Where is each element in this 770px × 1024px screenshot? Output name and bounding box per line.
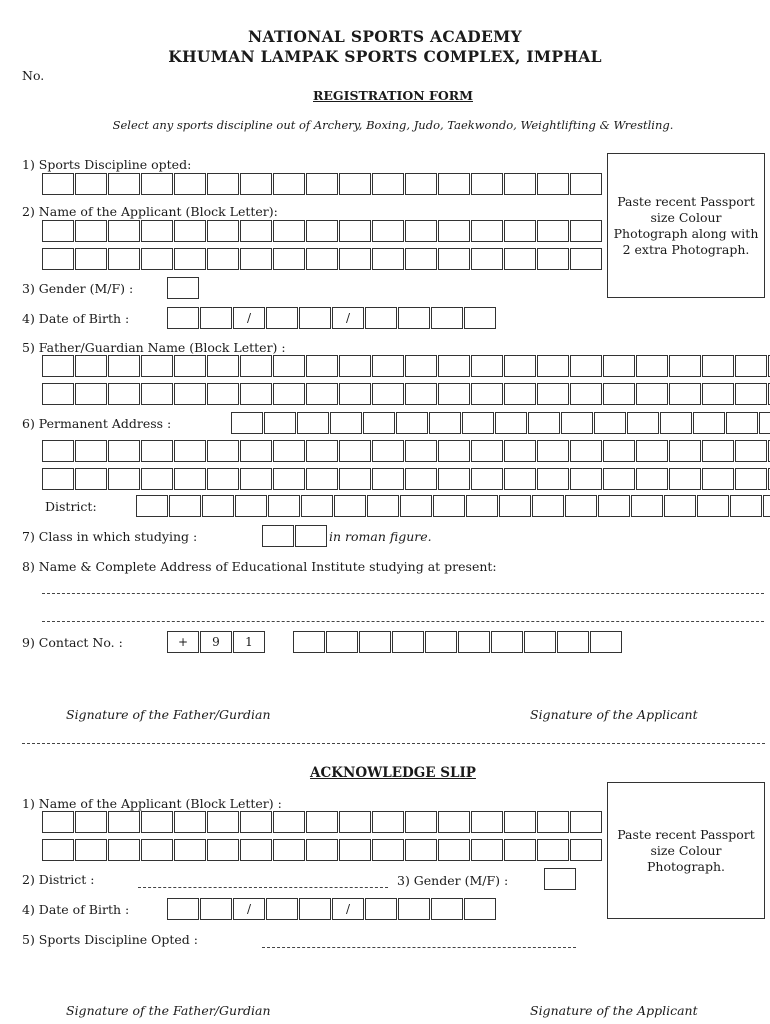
letter-box[interactable] <box>273 811 305 833</box>
letter-box[interactable] <box>372 248 404 270</box>
guardian-name-label: 5) Father/Guardian Name (Block Letter) : <box>22 340 286 355</box>
letter-box[interactable] <box>462 412 494 434</box>
letter-box[interactable] <box>405 248 437 270</box>
letter-box[interactable] <box>42 220 74 242</box>
letter-box[interactable] <box>141 839 173 861</box>
slip-dob-label: 4) Date of Birth : <box>22 902 130 917</box>
letter-box[interactable] <box>42 811 74 833</box>
letter-box[interactable] <box>702 440 734 462</box>
contact-prefix-box: 1 <box>233 631 265 653</box>
letter-box[interactable] <box>141 220 173 242</box>
letter-box[interactable] <box>537 383 569 405</box>
letter-box[interactable] <box>528 412 560 434</box>
applicant-name-boxes-row1[interactable] <box>42 220 603 242</box>
letter-box[interactable] <box>431 898 463 920</box>
letter-box[interactable] <box>537 811 569 833</box>
date-separator: / <box>332 898 364 920</box>
letter-box[interactable] <box>504 468 536 490</box>
letter-box[interactable] <box>372 355 404 377</box>
letter-box[interactable] <box>339 839 371 861</box>
letter-box[interactable] <box>570 173 602 195</box>
letter-box[interactable] <box>174 468 206 490</box>
letter-box[interactable] <box>471 839 503 861</box>
district-label: District: <box>45 499 97 514</box>
letter-box[interactable] <box>524 631 556 653</box>
photo-box: Paste recent Passport size Colour Photograph along with 2 extra Photograph. <box>607 153 765 298</box>
letter-box[interactable] <box>636 355 668 377</box>
letter-box[interactable] <box>108 468 140 490</box>
letter-box[interactable] <box>141 248 173 270</box>
slip-sports-discipline-label: 5) Sports Discipline Opted : <box>22 932 198 947</box>
letter-box[interactable] <box>669 440 701 462</box>
letter-box[interactable] <box>537 173 569 195</box>
sports-discipline-boxes[interactable] <box>42 173 603 195</box>
letter-box[interactable] <box>759 412 770 434</box>
letter-box[interactable] <box>504 355 536 377</box>
letter-box[interactable] <box>266 898 298 920</box>
address-boxes-row3[interactable] <box>42 468 770 490</box>
letter-box[interactable] <box>471 248 503 270</box>
date-separator: / <box>332 307 364 329</box>
letter-box[interactable] <box>339 811 371 833</box>
letter-box[interactable] <box>702 468 734 490</box>
letter-box[interactable] <box>108 383 140 405</box>
letter-box[interactable] <box>240 173 272 195</box>
contact-prefix-boxes <box>167 631 266 653</box>
letter-box[interactable] <box>557 631 589 653</box>
gender-box[interactable] <box>167 277 199 299</box>
slip-photo-box: Paste recent Passport size Colour Photograph. <box>607 782 765 919</box>
address-boxes-row1[interactable] <box>231 412 770 434</box>
letter-box[interactable] <box>405 839 437 861</box>
letter-box[interactable] <box>372 383 404 405</box>
letter-box[interactable] <box>537 468 569 490</box>
letter-box[interactable] <box>570 220 602 242</box>
slip-applicant-name-boxes-row2[interactable] <box>42 839 603 861</box>
letter-box[interactable] <box>169 495 201 517</box>
address-boxes-row2[interactable] <box>42 440 770 462</box>
letter-box[interactable] <box>306 355 338 377</box>
letter-box[interactable] <box>42 468 74 490</box>
letter-box[interactable] <box>431 307 463 329</box>
letter-box[interactable] <box>466 495 498 517</box>
letter-box[interactable] <box>200 898 232 920</box>
letter-box[interactable] <box>273 440 305 462</box>
letter-box[interactable] <box>504 839 536 861</box>
letter-box[interactable] <box>200 307 232 329</box>
letter-box[interactable] <box>537 839 569 861</box>
letter-box[interactable] <box>537 248 569 270</box>
guardian-name-boxes-row2[interactable] <box>42 383 770 405</box>
letter-box[interactable] <box>438 440 470 462</box>
institute-label: 8) Name & Complete Address of Educational Institute studying at present: <box>22 559 497 574</box>
dob-label: 4) Date of Birth : <box>22 311 130 326</box>
letter-box[interactable] <box>495 412 527 434</box>
slip-applicant-name-label: 1) Name of the Applicant (Block Letter) : <box>22 796 282 811</box>
roman-note: in roman figure. <box>329 529 432 544</box>
letter-box[interactable] <box>372 468 404 490</box>
letter-box[interactable] <box>438 468 470 490</box>
letter-box[interactable] <box>425 631 457 653</box>
letter-box[interactable] <box>75 839 107 861</box>
contact-number-boxes[interactable] <box>293 631 623 653</box>
letter-box[interactable] <box>603 383 635 405</box>
letter-box[interactable] <box>108 173 140 195</box>
letter-box[interactable] <box>273 383 305 405</box>
letter-box[interactable] <box>565 495 597 517</box>
letter-box[interactable] <box>75 811 107 833</box>
slip-sports-discipline-line[interactable] <box>262 947 576 948</box>
letter-box[interactable] <box>266 307 298 329</box>
slip-dob-boxes[interactable] <box>167 898 497 920</box>
letter-box[interactable] <box>240 355 272 377</box>
letter-box[interactable] <box>392 631 424 653</box>
letter-box[interactable] <box>603 355 635 377</box>
letter-box[interactable] <box>136 495 168 517</box>
letter-box[interactable] <box>669 355 701 377</box>
letter-box[interactable] <box>301 495 333 517</box>
slip-title: ACKNOWLEDGE SLIP <box>310 765 476 781</box>
letter-box[interactable] <box>372 440 404 462</box>
applicant-name-label: 2) Name of the Applicant (Block Letter): <box>22 204 278 219</box>
letter-box[interactable] <box>174 355 206 377</box>
letter-box[interactable] <box>669 383 701 405</box>
letter-box[interactable] <box>660 412 692 434</box>
letter-box[interactable] <box>636 383 668 405</box>
letter-box[interactable] <box>167 307 199 329</box>
letter-box[interactable] <box>405 220 437 242</box>
district-boxes[interactable] <box>136 495 770 517</box>
letter-box[interactable] <box>240 383 272 405</box>
form-title: REGISTRATION FORM <box>313 88 473 103</box>
letter-box[interactable] <box>75 355 107 377</box>
letter-box[interactable] <box>561 412 593 434</box>
letter-box[interactable] <box>372 811 404 833</box>
letter-box[interactable] <box>491 631 523 653</box>
contact-label: 9) Contact No. : <box>22 635 123 650</box>
letter-box[interactable] <box>306 248 338 270</box>
letter-box[interactable] <box>471 440 503 462</box>
letter-box[interactable] <box>174 839 206 861</box>
letter-box[interactable] <box>306 811 338 833</box>
letter-box[interactable] <box>438 383 470 405</box>
letter-box[interactable] <box>240 440 272 462</box>
institute-line-2[interactable] <box>42 621 764 622</box>
letter-box[interactable] <box>504 248 536 270</box>
letter-box[interactable] <box>636 440 668 462</box>
letter-box[interactable] <box>141 355 173 377</box>
letter-box[interactable] <box>42 440 74 462</box>
letter-box[interactable] <box>570 383 602 405</box>
letter-box[interactable] <box>108 220 140 242</box>
letter-box[interactable] <box>603 468 635 490</box>
letter-box[interactable] <box>570 468 602 490</box>
letter-box[interactable] <box>240 220 272 242</box>
letter-box[interactable] <box>174 440 206 462</box>
letter-box[interactable] <box>697 495 729 517</box>
letter-box[interactable] <box>273 173 305 195</box>
letter-box[interactable] <box>339 173 371 195</box>
letter-box[interactable] <box>400 495 432 517</box>
letter-box[interactable] <box>664 495 696 517</box>
letter-box[interactable] <box>174 220 206 242</box>
letter-box[interactable] <box>504 220 536 242</box>
letter-box[interactable] <box>504 173 536 195</box>
letter-box[interactable] <box>273 248 305 270</box>
signature-father-label: Signature of the Father/Gurdian <box>66 707 271 722</box>
letter-box[interactable] <box>273 468 305 490</box>
date-separator: / <box>233 307 265 329</box>
letter-box[interactable] <box>174 811 206 833</box>
class-boxes[interactable] <box>262 525 328 547</box>
letter-box[interactable] <box>471 383 503 405</box>
letter-box[interactable] <box>464 307 496 329</box>
letter-box[interactable] <box>174 173 206 195</box>
letter-box[interactable] <box>207 468 239 490</box>
letter-box[interactable] <box>202 495 234 517</box>
letter-box[interactable] <box>458 631 490 653</box>
letter-box[interactable] <box>268 495 300 517</box>
letter-box[interactable] <box>735 468 767 490</box>
letter-box[interactable] <box>702 383 734 405</box>
letter-box[interactable] <box>504 383 536 405</box>
letter-box[interactable] <box>570 839 602 861</box>
letter-box[interactable] <box>207 248 239 270</box>
letter-box[interactable] <box>504 811 536 833</box>
letter-box[interactable] <box>141 383 173 405</box>
letter-box[interactable] <box>207 811 239 833</box>
letter-box[interactable] <box>438 173 470 195</box>
letter-box[interactable] <box>464 898 496 920</box>
letter-box[interactable] <box>339 355 371 377</box>
letter-box[interactable] <box>636 468 668 490</box>
letter-box[interactable] <box>398 307 430 329</box>
letter-box[interactable] <box>306 440 338 462</box>
letter-box[interactable] <box>669 468 701 490</box>
letter-box[interactable] <box>334 495 366 517</box>
slip-signature-applicant-label: Signature of the Applicant <box>530 1003 698 1018</box>
letter-box[interactable] <box>471 811 503 833</box>
letter-box[interactable] <box>141 440 173 462</box>
slip-gender-label: 3) Gender (M/F) : <box>397 873 509 888</box>
sports-discipline-label: 1) Sports Discipline opted: <box>22 157 192 172</box>
guardian-name-boxes-row1[interactable] <box>42 355 770 377</box>
letter-box[interactable] <box>438 355 470 377</box>
letter-box[interactable] <box>108 248 140 270</box>
letter-box[interactable] <box>42 383 74 405</box>
letter-box[interactable] <box>108 811 140 833</box>
letter-box[interactable] <box>231 412 263 434</box>
letter-box[interactable] <box>532 495 564 517</box>
letter-box[interactable] <box>504 440 536 462</box>
letter-box[interactable] <box>306 173 338 195</box>
letter-box[interactable] <box>207 383 239 405</box>
academy-name: NATIONAL SPORTS ACADEMY <box>248 27 522 46</box>
letter-box[interactable] <box>359 631 391 653</box>
letter-box[interactable] <box>365 307 397 329</box>
letter-box[interactable] <box>299 307 331 329</box>
letter-box[interactable] <box>141 173 173 195</box>
letter-box[interactable] <box>262 525 294 547</box>
slip-signature-father-label: Signature of the Father/Gurdian <box>66 1003 271 1018</box>
letter-box[interactable] <box>273 839 305 861</box>
letter-box[interactable] <box>730 495 762 517</box>
letter-box[interactable] <box>42 355 74 377</box>
letter-box[interactable] <box>299 898 331 920</box>
institute-line-1[interactable] <box>42 593 764 594</box>
letter-box[interactable] <box>471 220 503 242</box>
letter-box[interactable] <box>405 173 437 195</box>
letter-box[interactable] <box>499 495 531 517</box>
letter-box[interactable] <box>306 839 338 861</box>
letter-box[interactable] <box>306 468 338 490</box>
letter-box[interactable] <box>339 220 371 242</box>
letter-box[interactable] <box>598 495 630 517</box>
letter-box[interactable] <box>297 412 329 434</box>
signature-applicant-label: Signature of the Applicant <box>530 707 698 722</box>
letter-box[interactable] <box>702 355 734 377</box>
letter-box[interactable] <box>306 220 338 242</box>
letter-box[interactable] <box>339 248 371 270</box>
gender-label: 3) Gender (M/F) : <box>22 281 134 296</box>
letter-box[interactable] <box>207 355 239 377</box>
slip-district-label: 2) District : <box>22 872 95 887</box>
letter-box[interactable] <box>207 220 239 242</box>
letter-box[interactable] <box>75 248 107 270</box>
letter-box[interactable] <box>429 412 461 434</box>
letter-box[interactable] <box>726 412 758 434</box>
letter-box[interactable] <box>405 440 437 462</box>
letter-box[interactable] <box>240 811 272 833</box>
letter-box[interactable] <box>570 355 602 377</box>
complex-name: KHUMAN LAMPAK SPORTS COMPLEX, IMPHAL <box>168 47 602 66</box>
letter-box[interactable] <box>396 412 428 434</box>
letter-box[interactable] <box>438 248 470 270</box>
letter-box[interactable] <box>108 839 140 861</box>
letter-box[interactable] <box>42 839 74 861</box>
letter-box[interactable] <box>438 811 470 833</box>
letter-box[interactable] <box>326 631 358 653</box>
applicant-name-boxes-row2[interactable] <box>42 248 603 270</box>
letter-box[interactable] <box>141 811 173 833</box>
letter-box[interactable] <box>75 468 107 490</box>
letter-box[interactable] <box>735 355 767 377</box>
slip-district-line[interactable] <box>138 887 388 888</box>
letter-box[interactable] <box>235 495 267 517</box>
letter-box[interactable] <box>763 495 770 517</box>
letter-box[interactable] <box>438 839 470 861</box>
letter-box[interactable] <box>594 412 626 434</box>
letter-box[interactable] <box>108 355 140 377</box>
address-label: 6) Permanent Address : <box>22 416 172 431</box>
letter-box[interactable] <box>75 440 107 462</box>
letter-box[interactable] <box>570 248 602 270</box>
letter-box[interactable] <box>273 220 305 242</box>
slip-gender-box[interactable] <box>544 868 576 890</box>
letter-box[interactable] <box>735 383 767 405</box>
letter-box[interactable] <box>372 173 404 195</box>
letter-box[interactable] <box>603 440 635 462</box>
letter-box[interactable] <box>240 468 272 490</box>
letter-box[interactable] <box>405 468 437 490</box>
letter-box[interactable] <box>174 248 206 270</box>
contact-prefix-box: + <box>167 631 199 653</box>
letter-box[interactable] <box>398 898 430 920</box>
letter-box[interactable] <box>293 631 325 653</box>
letter-box[interactable] <box>174 383 206 405</box>
letter-box[interactable] <box>75 383 107 405</box>
contact-prefix-box: 9 <box>200 631 232 653</box>
letter-box[interactable] <box>339 383 371 405</box>
letter-box[interactable] <box>471 355 503 377</box>
form-number-label: No. <box>22 68 45 83</box>
letter-box[interactable] <box>273 355 305 377</box>
letter-box[interactable] <box>627 412 659 434</box>
letter-box[interactable] <box>537 440 569 462</box>
instruction-text: Select any sports discipline out of Archery, Boxing, Judo, Taekwondo, Weightlifting & Wrestling. <box>112 118 674 132</box>
letter-box[interactable] <box>339 468 371 490</box>
slip-applicant-name-boxes-row1[interactable] <box>42 811 603 833</box>
letter-box[interactable] <box>570 440 602 462</box>
class-label: 7) Class in which studying : <box>22 529 198 544</box>
letter-box[interactable] <box>240 248 272 270</box>
letter-box[interactable] <box>207 440 239 462</box>
letter-box[interactable] <box>330 412 362 434</box>
letter-box[interactable] <box>735 440 767 462</box>
cut-line <box>22 743 765 744</box>
letter-box[interactable] <box>207 173 239 195</box>
letter-box[interactable] <box>295 525 327 547</box>
letter-box[interactable] <box>365 898 397 920</box>
letter-box[interactable] <box>693 412 725 434</box>
letter-box[interactable] <box>108 440 140 462</box>
letter-box[interactable] <box>405 355 437 377</box>
letter-box[interactable] <box>42 173 74 195</box>
letter-box[interactable] <box>207 839 239 861</box>
letter-box[interactable] <box>471 173 503 195</box>
letter-box[interactable] <box>438 220 470 242</box>
letter-box[interactable] <box>372 839 404 861</box>
dob-boxes[interactable] <box>167 307 497 329</box>
letter-box[interactable] <box>537 355 569 377</box>
date-separator: / <box>233 898 265 920</box>
letter-box[interactable] <box>306 383 338 405</box>
letter-box[interactable] <box>75 173 107 195</box>
letter-box[interactable] <box>471 468 503 490</box>
letter-box[interactable] <box>405 383 437 405</box>
letter-box[interactable] <box>339 440 371 462</box>
letter-box[interactable] <box>42 248 74 270</box>
letter-box[interactable] <box>141 468 173 490</box>
letter-box[interactable] <box>367 495 399 517</box>
letter-box[interactable] <box>433 495 465 517</box>
letter-box[interactable] <box>405 811 437 833</box>
letter-box[interactable] <box>240 839 272 861</box>
letter-box[interactable] <box>372 220 404 242</box>
letter-box[interactable] <box>631 495 663 517</box>
letter-box[interactable] <box>590 631 622 653</box>
letter-box[interactable] <box>570 811 602 833</box>
letter-box[interactable] <box>167 898 199 920</box>
letter-box[interactable] <box>75 220 107 242</box>
letter-box[interactable] <box>363 412 395 434</box>
letter-box[interactable] <box>264 412 296 434</box>
letter-box[interactable] <box>537 220 569 242</box>
